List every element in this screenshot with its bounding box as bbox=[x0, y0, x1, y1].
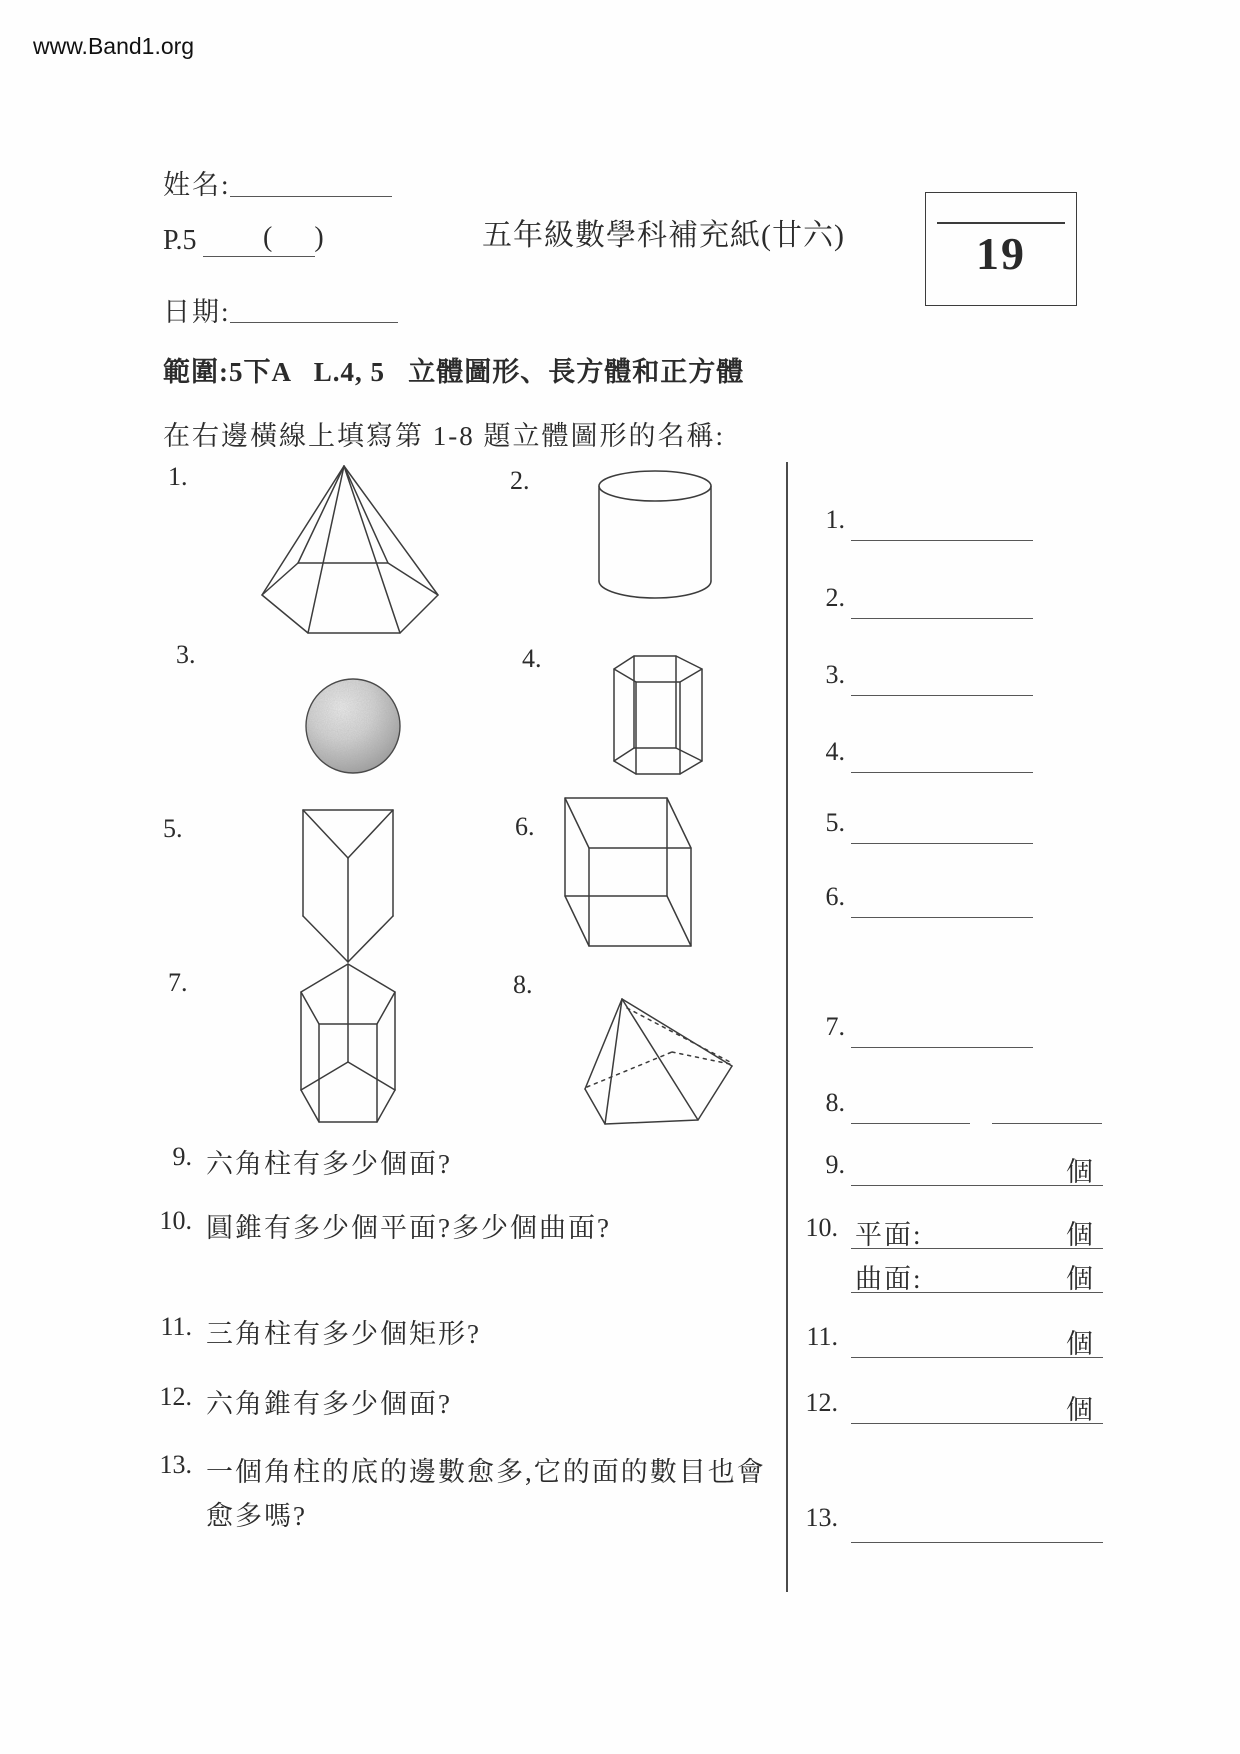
answer-blank-6 bbox=[851, 917, 1033, 918]
figure-label: 6. bbox=[515, 812, 535, 841]
answer-blank-5 bbox=[851, 843, 1033, 844]
name-label: 姓名: bbox=[163, 170, 231, 200]
name-blank bbox=[230, 196, 392, 197]
answer-number: 1. bbox=[825, 505, 845, 534]
answer-number: 3. bbox=[825, 660, 845, 689]
pentagonal-pyramid-figure bbox=[580, 994, 738, 1129]
answer-number: 11. bbox=[806, 1322, 838, 1351]
answer-number: 6. bbox=[825, 882, 845, 911]
answer-number: 5. bbox=[825, 808, 845, 837]
unit-label: 個 bbox=[1066, 1220, 1095, 1250]
question-text: 三角柱有多少個矩形? bbox=[206, 1319, 481, 1349]
hexagonal-pyramid-figure bbox=[256, 460, 442, 640]
question-text: 愈多嗎? bbox=[206, 1501, 307, 1531]
answer-number: 9. bbox=[825, 1150, 845, 1179]
column-divider bbox=[786, 462, 788, 1592]
question-number: 9. bbox=[172, 1142, 192, 1171]
pentagonal-prism-figure bbox=[299, 962, 397, 1126]
answer-blank-7 bbox=[851, 1047, 1033, 1048]
page-title: 五年級數學科補充紙(廿六) bbox=[482, 219, 845, 252]
answer-number: 13. bbox=[805, 1503, 838, 1532]
question-number: 13. bbox=[159, 1450, 192, 1479]
figure-label: 2. bbox=[510, 466, 530, 495]
score-box bbox=[925, 192, 1077, 306]
figure-label: 4. bbox=[522, 644, 542, 673]
figure-label: 3. bbox=[176, 640, 196, 669]
hexagonal-prism-figure bbox=[612, 652, 704, 780]
curved-face-label: 曲面: bbox=[855, 1264, 923, 1294]
answer-blank-13 bbox=[851, 1542, 1103, 1543]
sphere-figure bbox=[303, 676, 403, 776]
question-number: 10. bbox=[159, 1206, 192, 1235]
answer-number: 4. bbox=[825, 737, 845, 766]
question-text: 六角柱有多少個面? bbox=[206, 1149, 452, 1179]
question-number: 11. bbox=[160, 1312, 192, 1341]
question-text: 圓錐有多少個平面?多少個曲面? bbox=[206, 1213, 611, 1243]
date-label: 日期: bbox=[163, 297, 231, 327]
answer-blank-3 bbox=[851, 695, 1033, 696]
answer-blank-8b bbox=[992, 1123, 1102, 1124]
answer-blank-4 bbox=[851, 772, 1033, 773]
class-label: P.5 bbox=[163, 225, 197, 256]
unit-label: 個 bbox=[1066, 1329, 1095, 1359]
score-total: 19 bbox=[976, 228, 1026, 279]
unit-label: 個 bbox=[1066, 1157, 1095, 1187]
class-number-parens: ( ) bbox=[263, 222, 324, 253]
instruction-line: 在右邊橫線上填寫第 1-8 題立體圖形的名稱: bbox=[163, 421, 725, 451]
question-number: 12. bbox=[159, 1382, 192, 1411]
cylinder-figure bbox=[596, 468, 714, 610]
cuboid-figure bbox=[561, 796, 695, 952]
answer-blank-1 bbox=[851, 540, 1033, 541]
answer-blank-8a bbox=[851, 1123, 970, 1124]
answer-blank-2 bbox=[851, 618, 1033, 619]
unit-label: 個 bbox=[1066, 1264, 1095, 1294]
answer-number: 8. bbox=[825, 1088, 845, 1117]
site-watermark: www.Band1.org bbox=[33, 33, 195, 59]
question-text: 一個角柱的底的邊數愈多,它的面的數目也會 bbox=[206, 1457, 766, 1487]
answer-number: 10. bbox=[805, 1213, 838, 1242]
date-blank bbox=[230, 322, 398, 323]
answer-number: 7. bbox=[825, 1012, 845, 1041]
unit-label: 個 bbox=[1066, 1395, 1095, 1425]
plane-face-label: 平面: bbox=[855, 1220, 923, 1250]
figure-label: 8. bbox=[513, 970, 533, 999]
figure-label: 1. bbox=[168, 462, 188, 491]
class-blank bbox=[203, 256, 315, 257]
figure-label: 7. bbox=[168, 968, 188, 997]
figure-label: 5. bbox=[163, 814, 183, 843]
triangular-prism-figure bbox=[301, 804, 395, 964]
scope-line: 範圍:5下A L.4, 5 立體圖形、長方體和正方體 bbox=[163, 357, 745, 387]
score-blank bbox=[937, 222, 1065, 224]
answer-number: 12. bbox=[805, 1388, 838, 1417]
answer-number: 2. bbox=[825, 583, 845, 612]
question-text: 六角錐有多少個面? bbox=[206, 1389, 452, 1419]
